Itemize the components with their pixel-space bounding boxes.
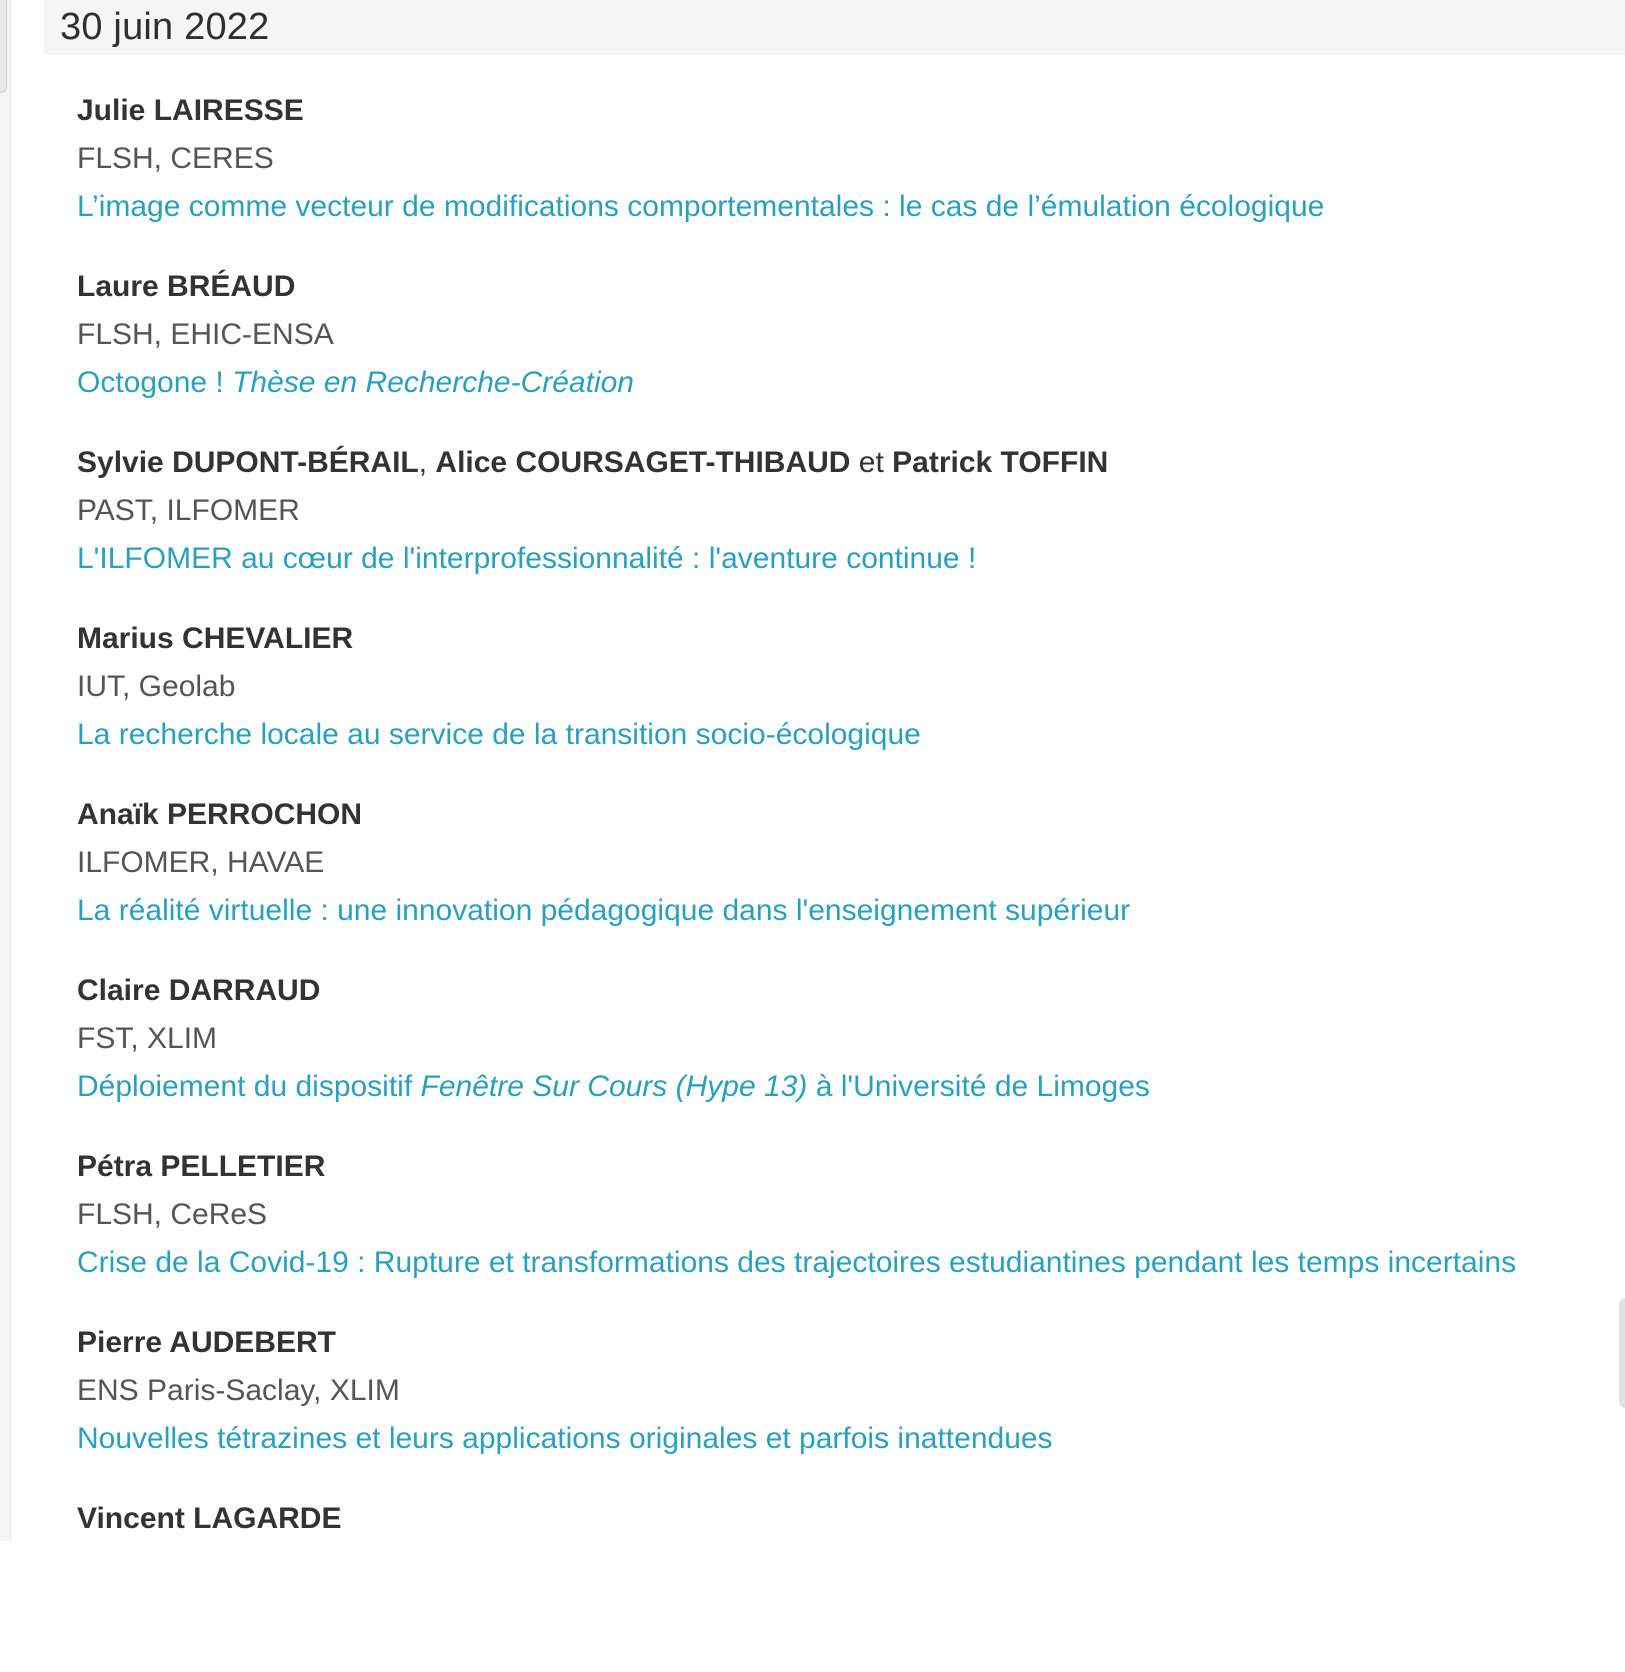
presentation-title-link[interactable] <box>77 1240 1617 1288</box>
presentation-title-link[interactable] <box>77 360 1617 408</box>
title-text: Nouvelles tétrazines et leurs applications originales et parfois inattendues <box>77 1422 1053 1455</box>
speaker-names <box>77 1320 1617 1368</box>
presentation-title-link[interactable] <box>77 712 1617 760</box>
list-item <box>77 1320 1617 1496</box>
right-scroll-edge[interactable] <box>1619 1298 1625 1408</box>
list-item <box>77 792 1617 968</box>
speaker-names <box>77 1144 1617 1192</box>
title-text-italic: Thèse en Recherche-Création <box>232 366 634 399</box>
speaker-name: Laure BRÉAUD <box>77 270 296 303</box>
date-header <box>44 0 1625 55</box>
speaker-name: Vincent LAGARDE <box>77 1502 342 1535</box>
speaker-name: Julie LAIRESSE <box>77 94 304 127</box>
presentation-title-link[interactable] <box>77 1416 1617 1464</box>
list-item <box>77 968 1617 1144</box>
speaker-names <box>77 440 1617 488</box>
list-item <box>77 88 1617 264</box>
title-text: La recherche locale au service de la transition socio-écologique <box>77 718 921 751</box>
title-text: Crise de la Covid-19 : Rupture et transformations des trajectoires estudiantines pendant les temps incertains <box>77 1246 1517 1279</box>
title-text-italic: Fenêtre Sur Cours (Hype 13) <box>420 1070 808 1103</box>
speaker-name: Claire DARRAUD <box>77 974 321 1007</box>
speaker-name: Pétra PELLETIER <box>77 1150 326 1183</box>
speaker-name: Anaïk PERROCHON <box>77 798 363 831</box>
speaker-names <box>77 1496 1617 1544</box>
speaker-affiliation: ILFOMER, HAVAE <box>77 846 325 879</box>
list-item <box>77 1496 1617 1672</box>
speaker-name: Pierre AUDEBERT <box>77 1326 336 1359</box>
list-item <box>77 616 1617 792</box>
title-text: L'ILFOMER au cœur de l'interprofessionnalité : l'aventure continue ! <box>77 542 977 575</box>
speaker-names <box>77 792 1617 840</box>
speaker-name: Sylvie DUPONT-BÉRAIL <box>77 446 419 479</box>
speaker-affiliation: FLSH, CeReS <box>77 1198 268 1231</box>
speaker-names <box>77 968 1617 1016</box>
title-text: L’image comme vecteur de modifications comportementales : le cas de l’émulation écologique <box>77 190 1325 223</box>
presentation-title-link[interactable] <box>77 888 1617 936</box>
side-handle[interactable] <box>0 0 7 93</box>
list-item <box>77 1144 1617 1320</box>
speaker-names <box>77 616 1617 664</box>
title-text: La réalité virtuelle : une innovation pédagogique dans l'enseignement supérieur <box>77 894 1131 927</box>
presentation-title-link[interactable] <box>77 184 1617 232</box>
speaker-affiliation: FST, XLIM <box>77 1022 218 1055</box>
speaker-affiliation: FLSH, CERES <box>77 142 274 175</box>
name-separator: et <box>850 446 893 479</box>
presentation-title-link[interactable] <box>77 1064 1617 1112</box>
list-item <box>77 440 1617 616</box>
title-text: Octogone ! <box>77 366 233 399</box>
speaker-affiliation: PAST, ILFOMER <box>77 494 300 527</box>
name-separator: , <box>418 446 436 479</box>
presentation-title-link[interactable] <box>77 536 1617 584</box>
presentation-list <box>77 88 1617 1672</box>
speaker-affiliation: ENS Paris-Saclay, XLIM <box>77 1374 400 1407</box>
speaker-name: Patrick TOFFIN <box>892 446 1109 479</box>
speaker-affiliation: FLSH, EHIC-ENSA <box>77 318 334 351</box>
speaker-names <box>77 88 1617 136</box>
speaker-affiliation: IUT, Geolab <box>77 670 236 703</box>
left-scroll-rail <box>0 0 11 1541</box>
title-text: à l'Université de Limoges <box>807 1070 1150 1103</box>
speaker-name: Alice COURSAGET-THIBAUD <box>435 446 851 479</box>
date-header-text: 30 juin 2022 <box>60 6 270 48</box>
speaker-name: Marius CHEVALIER <box>77 622 354 655</box>
list-item <box>77 264 1617 440</box>
title-text: Déploiement du dispositif <box>77 1070 421 1103</box>
speaker-names <box>77 264 1617 312</box>
